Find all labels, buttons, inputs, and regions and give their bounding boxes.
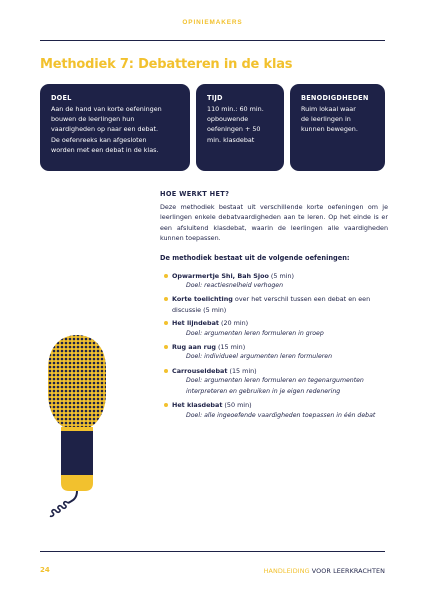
bullet-icon	[164, 403, 168, 407]
goal-card-line: vaardigheden op naar een debat.	[51, 125, 159, 134]
time-card-heading: TIJD	[207, 94, 223, 102]
exercises-subtitle: De methodiek bestaat uit de volgende oefeningen:	[160, 253, 350, 262]
page-title: Methodiek 7: Debatteren in de klas	[40, 57, 293, 72]
top-divider	[40, 40, 385, 41]
exercise-name: Korte toelichting	[172, 295, 233, 304]
time-card-line: 110 min.: 60 min.	[207, 105, 264, 113]
exercise-name: Opwarmertje Shi, Bah Sjoo	[172, 271, 269, 280]
list-item	[160, 366, 388, 397]
exercise-name: Rug aan rug	[172, 343, 216, 352]
exercise-detail: (5 min)	[268, 271, 295, 280]
exercise-goal: Doel: alle ingeoefende vaardigheden toepassen in één debat	[186, 411, 376, 419]
exercise-goal: Doel: argumenten leren formuleren in groep	[186, 329, 324, 337]
bullet-icon	[164, 297, 168, 301]
goal-card-line: De oefenreeks kan afgesloten	[51, 135, 147, 144]
materials-card-line: de leerlingen in	[301, 115, 351, 124]
footer-voor: VOOR LEERKRACHTEN	[311, 567, 385, 575]
goal-card	[40, 84, 190, 171]
footer-label	[264, 567, 385, 575]
list-item	[160, 318, 388, 339]
exercise-detail: over het verschil tussen een debat en een discussie (5 min)	[172, 295, 371, 314]
goal-card-line: Aan de hand van korte oefeningen	[51, 105, 162, 113]
materials-card-heading: BENODIGDHEDEN	[301, 94, 369, 102]
exercise-name: Het klasdebat	[172, 401, 223, 410]
exercise-detail: (50 min)	[222, 401, 252, 410]
goal-card-line: bouwen de leerlingen hun	[51, 115, 135, 124]
microphone-icon	[44, 333, 110, 523]
list-item	[160, 294, 388, 315]
exercise-detail: (15 min)	[215, 343, 246, 352]
exercise-goal: Doel: individueel argumenten leren formuleren	[186, 353, 333, 361]
time-card-line: opbouwende	[207, 115, 249, 124]
exercise-detail: (20 min)	[218, 319, 249, 328]
time-card-line: oefeningen + 50	[207, 125, 261, 134]
bullet-icon	[164, 369, 168, 373]
exercise-name: Het lijndebat	[172, 319, 219, 328]
footer-handleiding: HANDLEIDING	[263, 567, 310, 575]
list-item	[160, 342, 388, 363]
goal-card-heading: DOEL	[51, 94, 72, 102]
bullet-icon	[164, 274, 168, 278]
goal-card-line: worden met een debat in de klas.	[51, 145, 159, 154]
time-card	[196, 84, 284, 171]
how-it-works-section	[160, 190, 388, 424]
bottom-divider	[40, 551, 385, 552]
exercise-detail: (15 min)	[227, 366, 257, 375]
exercise-goal: Doel: argumenten leren formuleren en tegenargumenten interpreteren en gebruiken in je eigen redenering	[186, 377, 364, 395]
exercise-goal: Doel: reactiesnelheid verhogen	[186, 282, 284, 290]
intro-paragraph: Deze methodiek bestaat uit verschillende korte oefeningen om je leerlingen enkele debatvaardigheden aan te leren. Op het einde is er een afsluitend klasdebat, waarin de leerlingen alle vaardigheden kunnen toepassen.	[160, 203, 388, 243]
list-item	[160, 400, 388, 421]
bullet-icon	[164, 345, 168, 349]
page-number: 24	[40, 566, 50, 574]
exercise-list	[160, 271, 388, 421]
materials-card-line: kunnen bewegen.	[301, 125, 358, 134]
materials-card	[290, 84, 385, 171]
section-title: HOE WERKT HET?	[160, 190, 230, 198]
time-card-line: min. klasdebat	[207, 135, 255, 144]
list-item	[160, 271, 388, 292]
bullet-icon	[164, 321, 168, 325]
section-header: OPINIEMAKERS	[182, 19, 243, 26]
exercise-name: Carrouseldebat	[172, 366, 228, 375]
materials-card-line: Ruim lokaal waar	[301, 105, 356, 113]
